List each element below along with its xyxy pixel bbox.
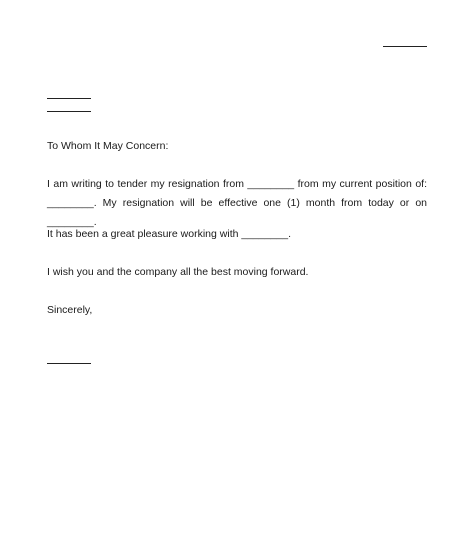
sender-blank-line-2 — [47, 111, 91, 112]
signature-blank-line — [47, 363, 91, 364]
date-blank-line — [383, 46, 427, 47]
well-wishes-paragraph: I wish you and the company all the best moving forward. — [47, 266, 309, 278]
closing: Sincerely, — [47, 304, 93, 316]
resignation-paragraph: I am writing to tender my resignation from ________ from my current position of: ________. My resignation will be effective one (1) month from today or on ________. — [47, 178, 427, 228]
sender-blank-line-1 — [47, 98, 91, 99]
salutation: To Whom It May Concern: — [47, 140, 169, 152]
gratitude-paragraph: It has been a great pleasure working with ________. — [47, 228, 291, 240]
